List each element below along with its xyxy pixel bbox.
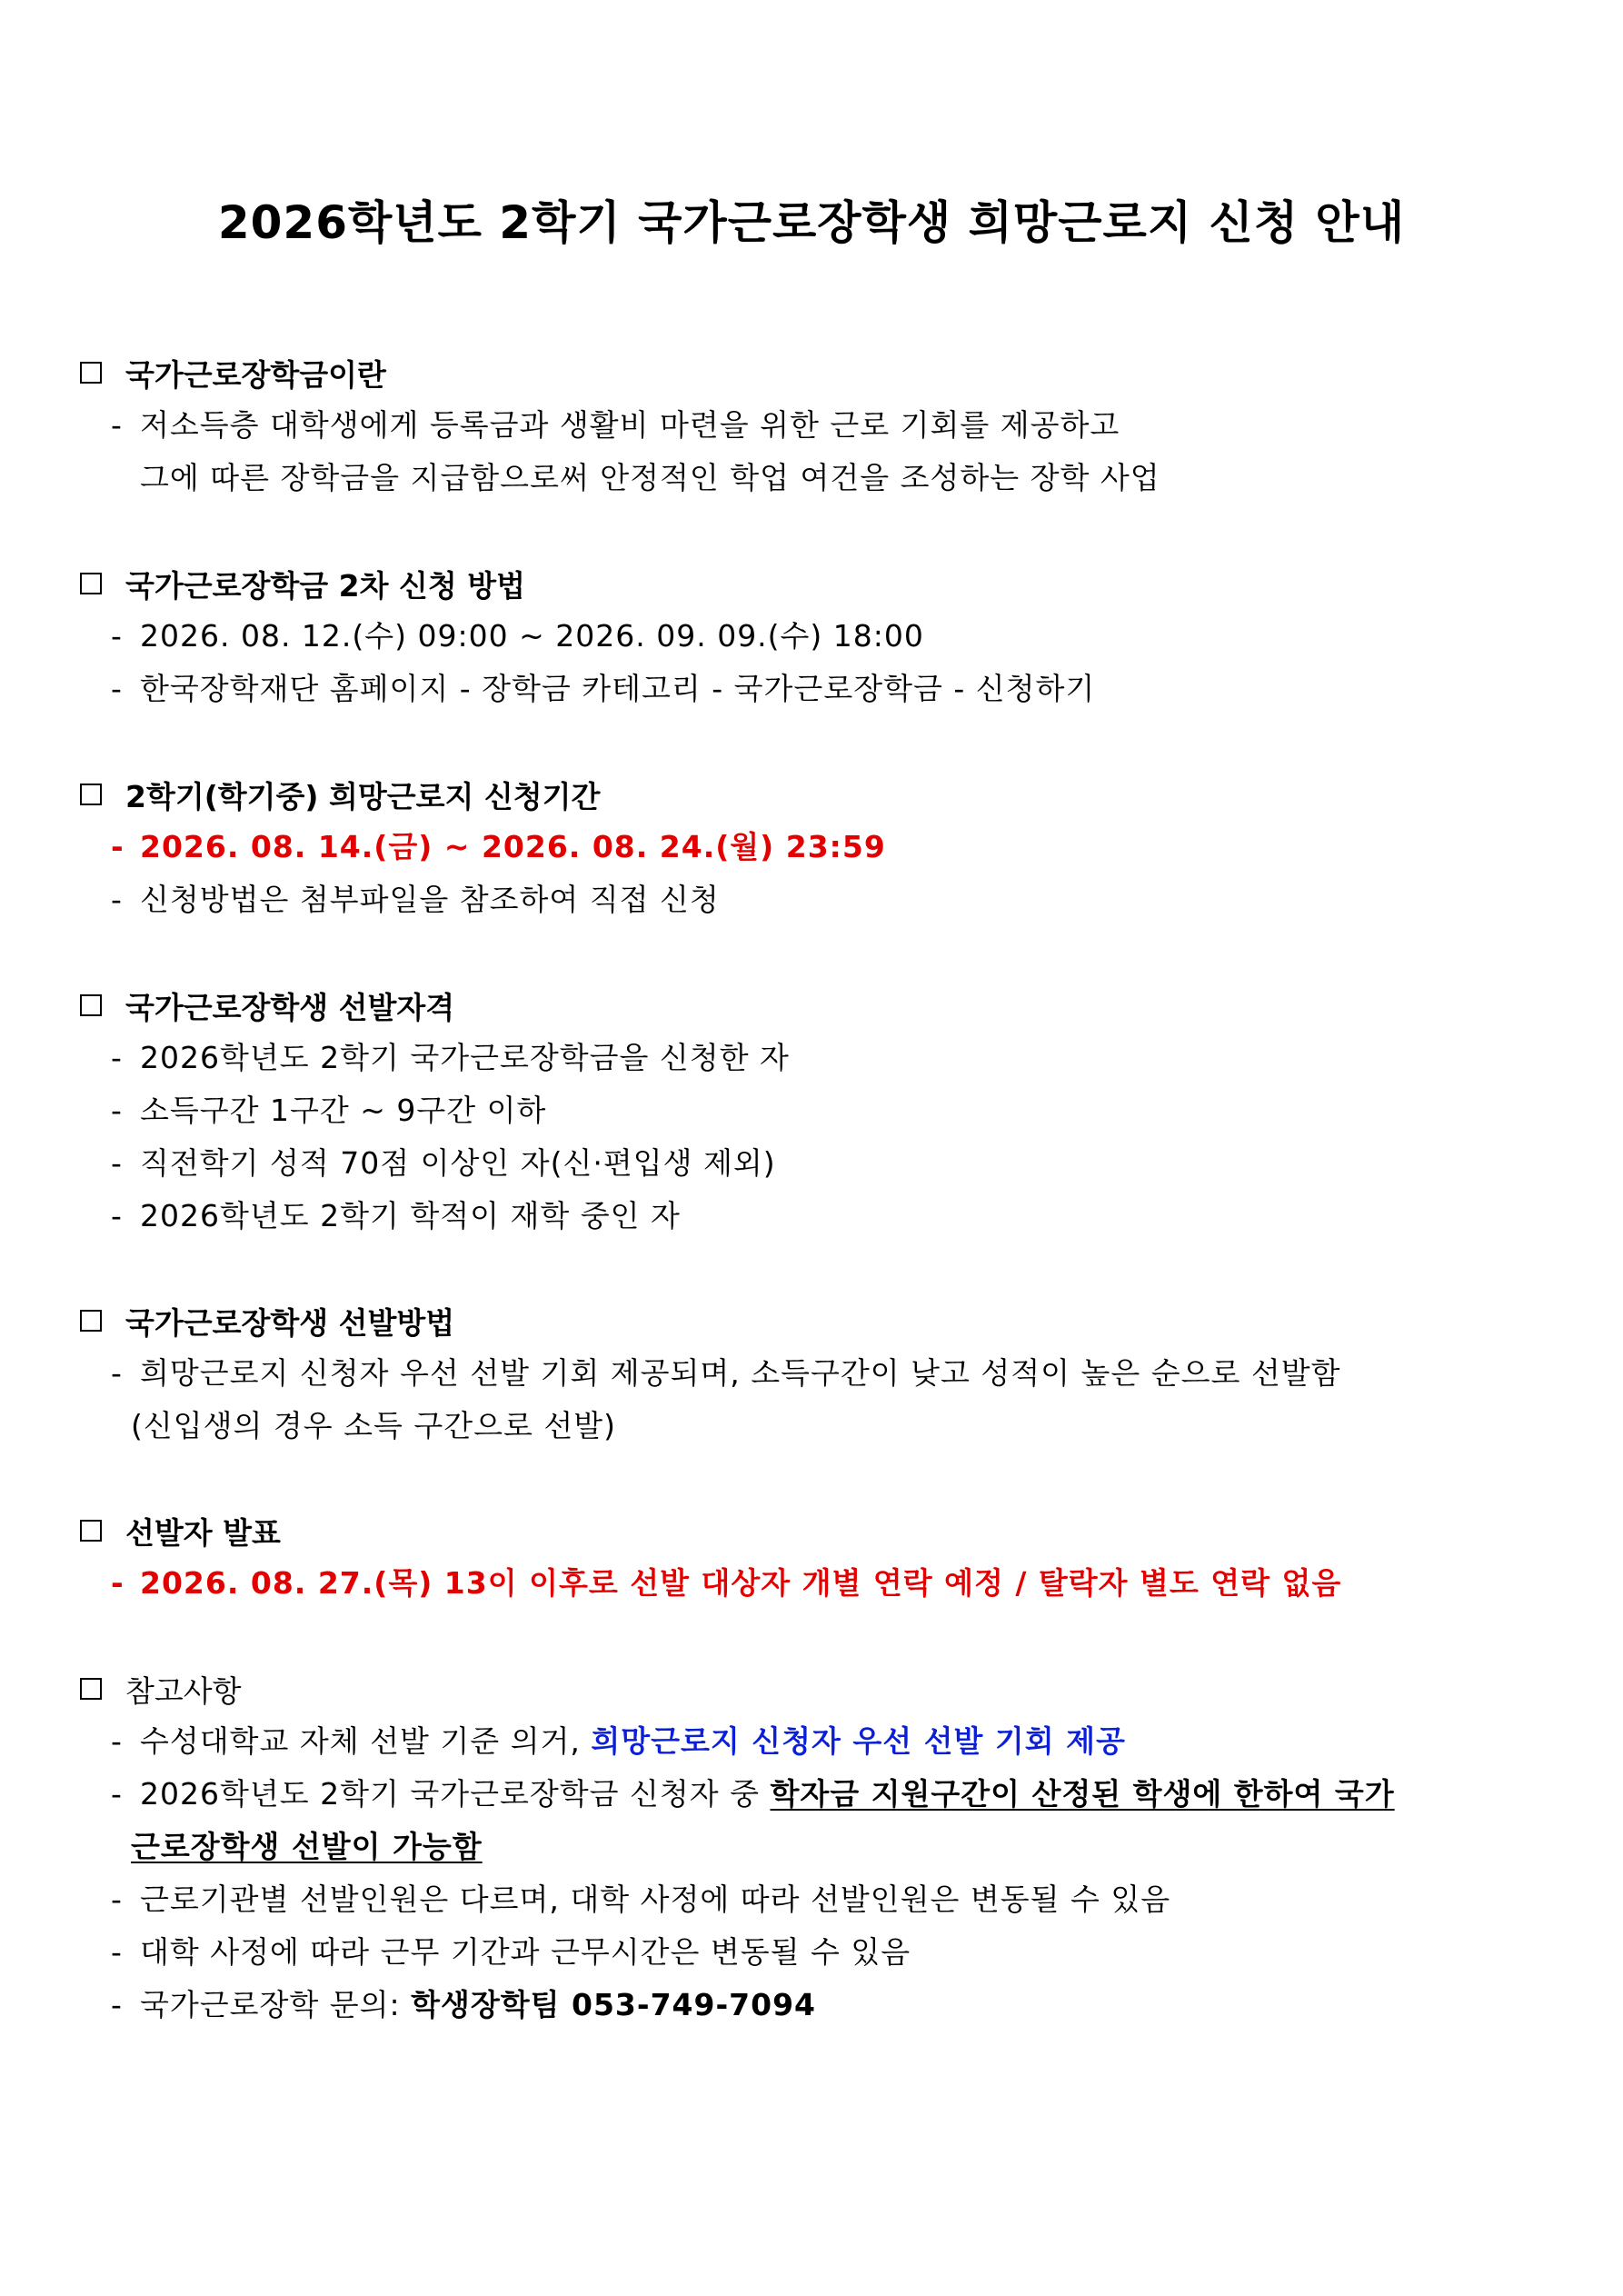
dash-bullet: -: [111, 1987, 123, 2022]
list-item-text: 대학 사정에 따라 근무 기간과 근무시간은 변동될 수 있음: [140, 1934, 911, 1970]
list-item: [80, 1137, 1570, 1190]
checkbox-square-icon: [80, 994, 102, 1016]
list-item: [80, 1768, 1570, 1821]
list-item-text: 2026학년도 2학기 국가근로장학금 신청자 중: [140, 1776, 771, 1812]
dash-bullet: -: [111, 1565, 124, 1601]
list-item-text: 수성대학교 자체 선발 기준 의거,: [140, 1723, 592, 1759]
dash-bullet: -: [111, 1355, 123, 1391]
checkbox-square-icon: [80, 573, 102, 594]
list-item-continuation: 그에 따른 장학금을 지급함으로써 안정적인 학업 여건을 조성하는 장학 사업: [140, 460, 1160, 495]
list-item: [80, 1032, 1570, 1084]
section-heading-text: 국가근로장학금 2차 신청 방법: [125, 567, 525, 604]
section-heading-text: 국가근로장학생 선발방법: [125, 1304, 455, 1341]
list-item-text: 한국장학재단 홈페이지 - 장학금 카테고리 - 국가근로장학금 - 신청하기: [140, 671, 1096, 706]
list-item-text: 국가근로장학 문의:: [140, 1987, 412, 2022]
section-heading-text: 2학기(학기중) 희망근로지 신청기간: [125, 778, 601, 814]
section-announcement: [80, 1504, 1570, 1610]
list-item-text: 희망근로지 신청자 우선 선발 기회 제공되며, 소득구간이 낮고 성적이 높은 순으로 선발함: [140, 1355, 1341, 1391]
list-item-text: 2026. 08. 27.(목) 13이 이후로 선발 대상자 개별 연락 예정 / 탈락자 별도 연락 없음: [140, 1565, 1342, 1601]
dash-bullet: -: [111, 829, 124, 864]
eligibility-underline-text: 근로장학생 선발이 가능함: [131, 1829, 483, 1864]
section-eligibility: [80, 979, 1570, 1243]
list-item: [80, 610, 1570, 663]
section-heading-text: 국가근로장학금이란: [125, 356, 386, 393]
list-item-text: 소득구간 1구간 ~ 9구간 이하: [140, 1093, 547, 1128]
section-heading: [80, 979, 1570, 1032]
list-item-continuation: (신입생의 경우 소득 구간으로 선발): [131, 1408, 616, 1443]
dash-bullet: -: [111, 1776, 123, 1812]
list-item-text: 2026. 08. 14.(금) ~ 2026. 08. 24.(월) 23:59: [140, 829, 886, 864]
list-item: [80, 1926, 1570, 1979]
section-selection-method: [80, 1294, 1570, 1452]
section-heading: [80, 1294, 1570, 1347]
list-item: [80, 1190, 1570, 1243]
eligibility-underline-text: 학자금 지원구간이 산정된 학생에 한하여 국가: [770, 1776, 1395, 1812]
dash-bullet: -: [111, 671, 123, 706]
dash-bullet: -: [111, 1040, 123, 1075]
list-item: [80, 873, 1570, 926]
list-item-text: 저소득층 대학생에게 등록금과 생활비 마련을 위한 근로 기회를 제공하고: [140, 407, 1120, 443]
checkbox-square-icon: [80, 362, 102, 384]
contact-info: 학생장학팀 053-749-7094: [411, 1987, 817, 2022]
list-item-text: 근로기관별 선발인원은 다르며, 대학 사정에 따라 선발인원은 변동될 수 있음: [140, 1882, 1171, 1917]
list-item-text: 직전학기 성적 70점 이상인 자(신·편입생 제외): [140, 1145, 776, 1181]
list-item-text: 2026. 08. 12.(수) 09:00 ~ 2026. 09. 09.(수) 18:00: [140, 618, 924, 654]
dash-bullet: -: [111, 1198, 123, 1233]
section-heading: [80, 768, 1570, 821]
section-heading: [80, 557, 1570, 610]
list-item-continuation: [80, 1821, 1570, 1873]
section-notes: [80, 1662, 1570, 2031]
dash-bullet: -: [111, 882, 123, 917]
document-title: 2026학년도 2학기 국가근로장학생 희망근로지 신청 안내: [217, 196, 1406, 249]
list-item-highlight: [80, 1557, 1570, 1610]
dash-bullet: -: [111, 1882, 123, 1917]
list-item: [80, 1979, 1570, 2031]
dash-bullet: -: [111, 1145, 123, 1181]
dash-bullet: -: [111, 407, 123, 443]
list-item: [80, 399, 1570, 452]
list-item: [80, 1715, 1570, 1768]
section-heading: [80, 1662, 1570, 1715]
list-item: [80, 663, 1570, 715]
section-heading: [80, 1504, 1570, 1557]
dash-bullet: -: [111, 618, 123, 654]
list-item-text: 신청방법은 첨부파일을 참조하여 직접 신청: [140, 882, 720, 917]
dash-bullet: -: [111, 1723, 123, 1759]
list-item-text: 2026학년도 2학기 국가근로장학금을 신청한 자: [140, 1040, 790, 1075]
section-heading: [80, 346, 1570, 399]
list-item: [80, 1084, 1570, 1137]
section-heading-text: 참고사항: [125, 1672, 242, 1709]
checkbox-square-icon: [80, 1678, 102, 1700]
list-item-highlight: [80, 821, 1570, 873]
section-application-method: [80, 557, 1570, 715]
list-item: [80, 1873, 1570, 1926]
list-item: [80, 1347, 1570, 1400]
list-item-text: 2026학년도 2학기 학적이 재학 중인 자: [140, 1198, 681, 1233]
section-what-is-scholarship: [80, 346, 1570, 504]
section-application-period: [80, 768, 1570, 926]
checkbox-square-icon: [80, 1520, 102, 1542]
dash-bullet: -: [111, 1934, 123, 1970]
priority-selection-highlight: 희망근로지 신청자 우선 선발 기회 제공: [591, 1723, 1126, 1759]
checkbox-square-icon: [80, 784, 102, 805]
checkbox-square-icon: [80, 1310, 102, 1332]
section-heading-text: 선발자 발표: [125, 1514, 281, 1551]
dash-bullet: -: [111, 1093, 123, 1128]
section-heading-text: 국가근로장학생 선발자격: [125, 989, 455, 1025]
